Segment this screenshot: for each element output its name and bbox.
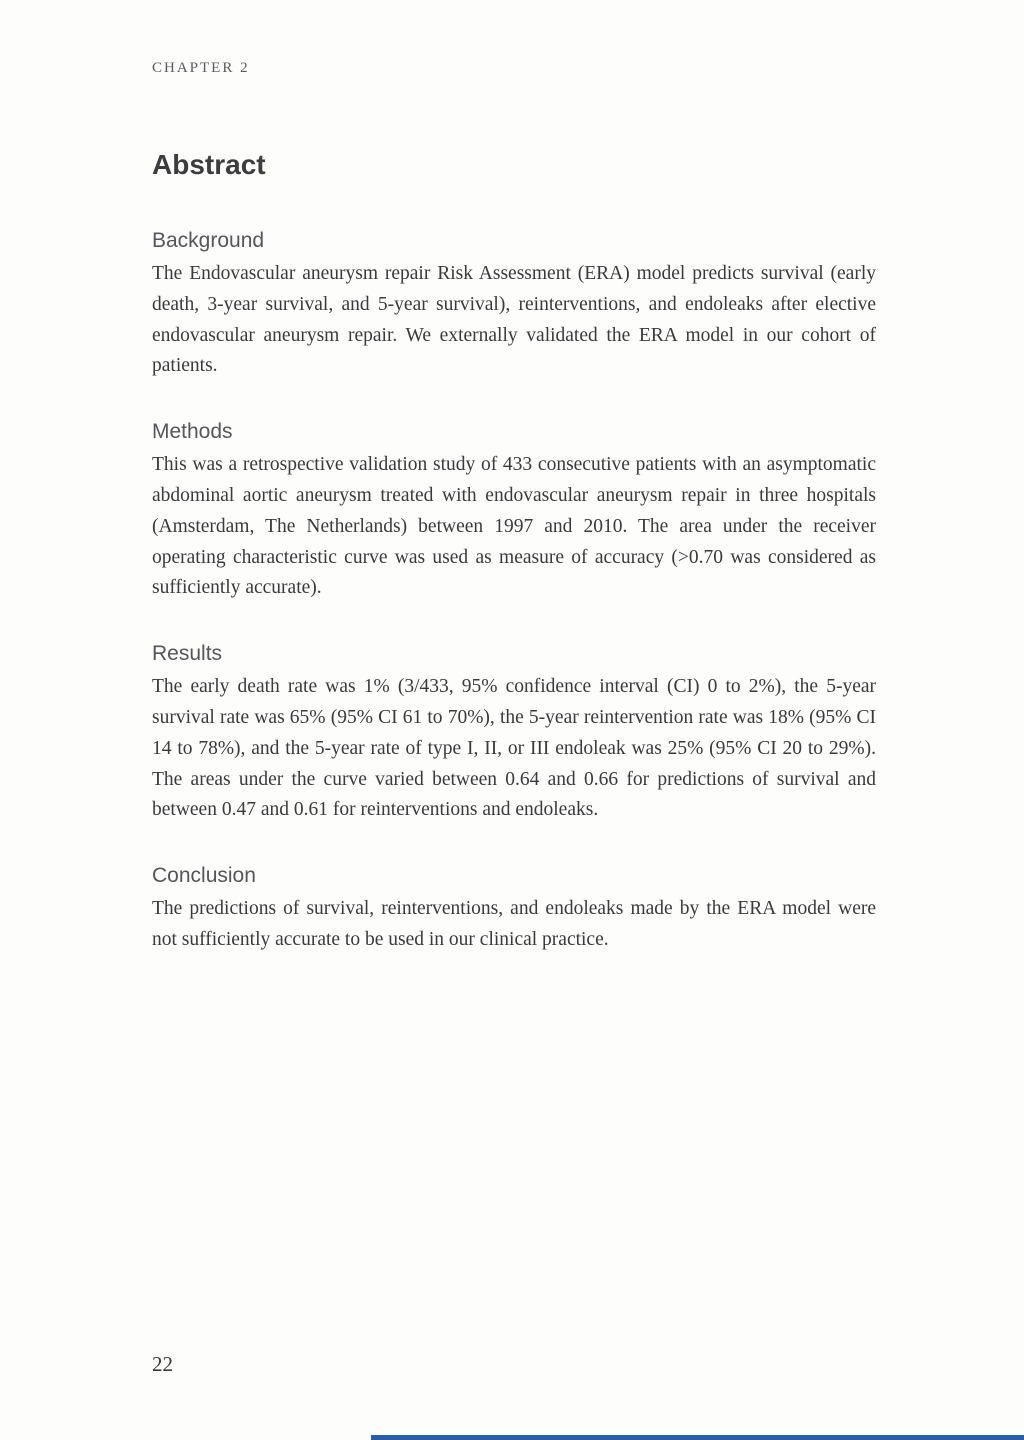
page-content	[152, 60, 876, 994]
section-methods	[152, 420, 876, 604]
section-heading-background: Background	[152, 229, 265, 252]
footer-accent-bar	[371, 1435, 1024, 1440]
section-body-background: The Endovascular aneurysm repair Risk Assessment (ERA) model predicts survival (early death, 3-year survival, and 5-year survival), reinterventions, and endoleaks after elective endovascular aneurysm repair. We externally validated the ERA model in our cohort of patients.	[152, 263, 876, 377]
section-body-conclusion: The predictions of survival, reinterventions, and endoleaks made by the ERA model were not sufficiently accurate to be used in our clinical practice.	[152, 898, 876, 950]
section-results	[152, 642, 876, 826]
section-background	[152, 229, 876, 382]
chapter-label: CHAPTER 2	[152, 60, 250, 76]
section-conclusion	[152, 864, 876, 956]
section-heading-results: Results	[152, 642, 223, 666]
page-title: Abstract	[152, 149, 266, 180]
section-heading-methods: Methods	[152, 420, 233, 444]
section-heading-conclusion: Conclusion	[152, 864, 256, 888]
page-number: 22	[152, 1352, 173, 1376]
section-body-results: The early death rate was 1% (3/433, 95% confidence interval (CI) 0 to 2%), the 5-year survival rate was 65% (95% CI 61 to 70%), the 5-year reintervention rate was 18% (95% CI 14 to 78%), and the 5-year rate of type I, II, or III endoleak was 25% (95% CI 20 to 29%). The areas under the curve varied between 0.64 and 0.66 for predictions of survival and between 0.47 and 0.61 for reinterventions and endoleaks.	[152, 676, 876, 821]
section-body-methods: This was a retrospective validation study of 433 consecutive patients with an asymptomatic abdominal aortic aneurysm treated with endovascular aneurysm repair in three hospitals (Amsterdam, The Netherlands) between 1997 and 2010. The area under the receiver operating characteristic curve was used as measure of accuracy (>0.70 was considered as sufficiently accurate).	[152, 454, 876, 599]
